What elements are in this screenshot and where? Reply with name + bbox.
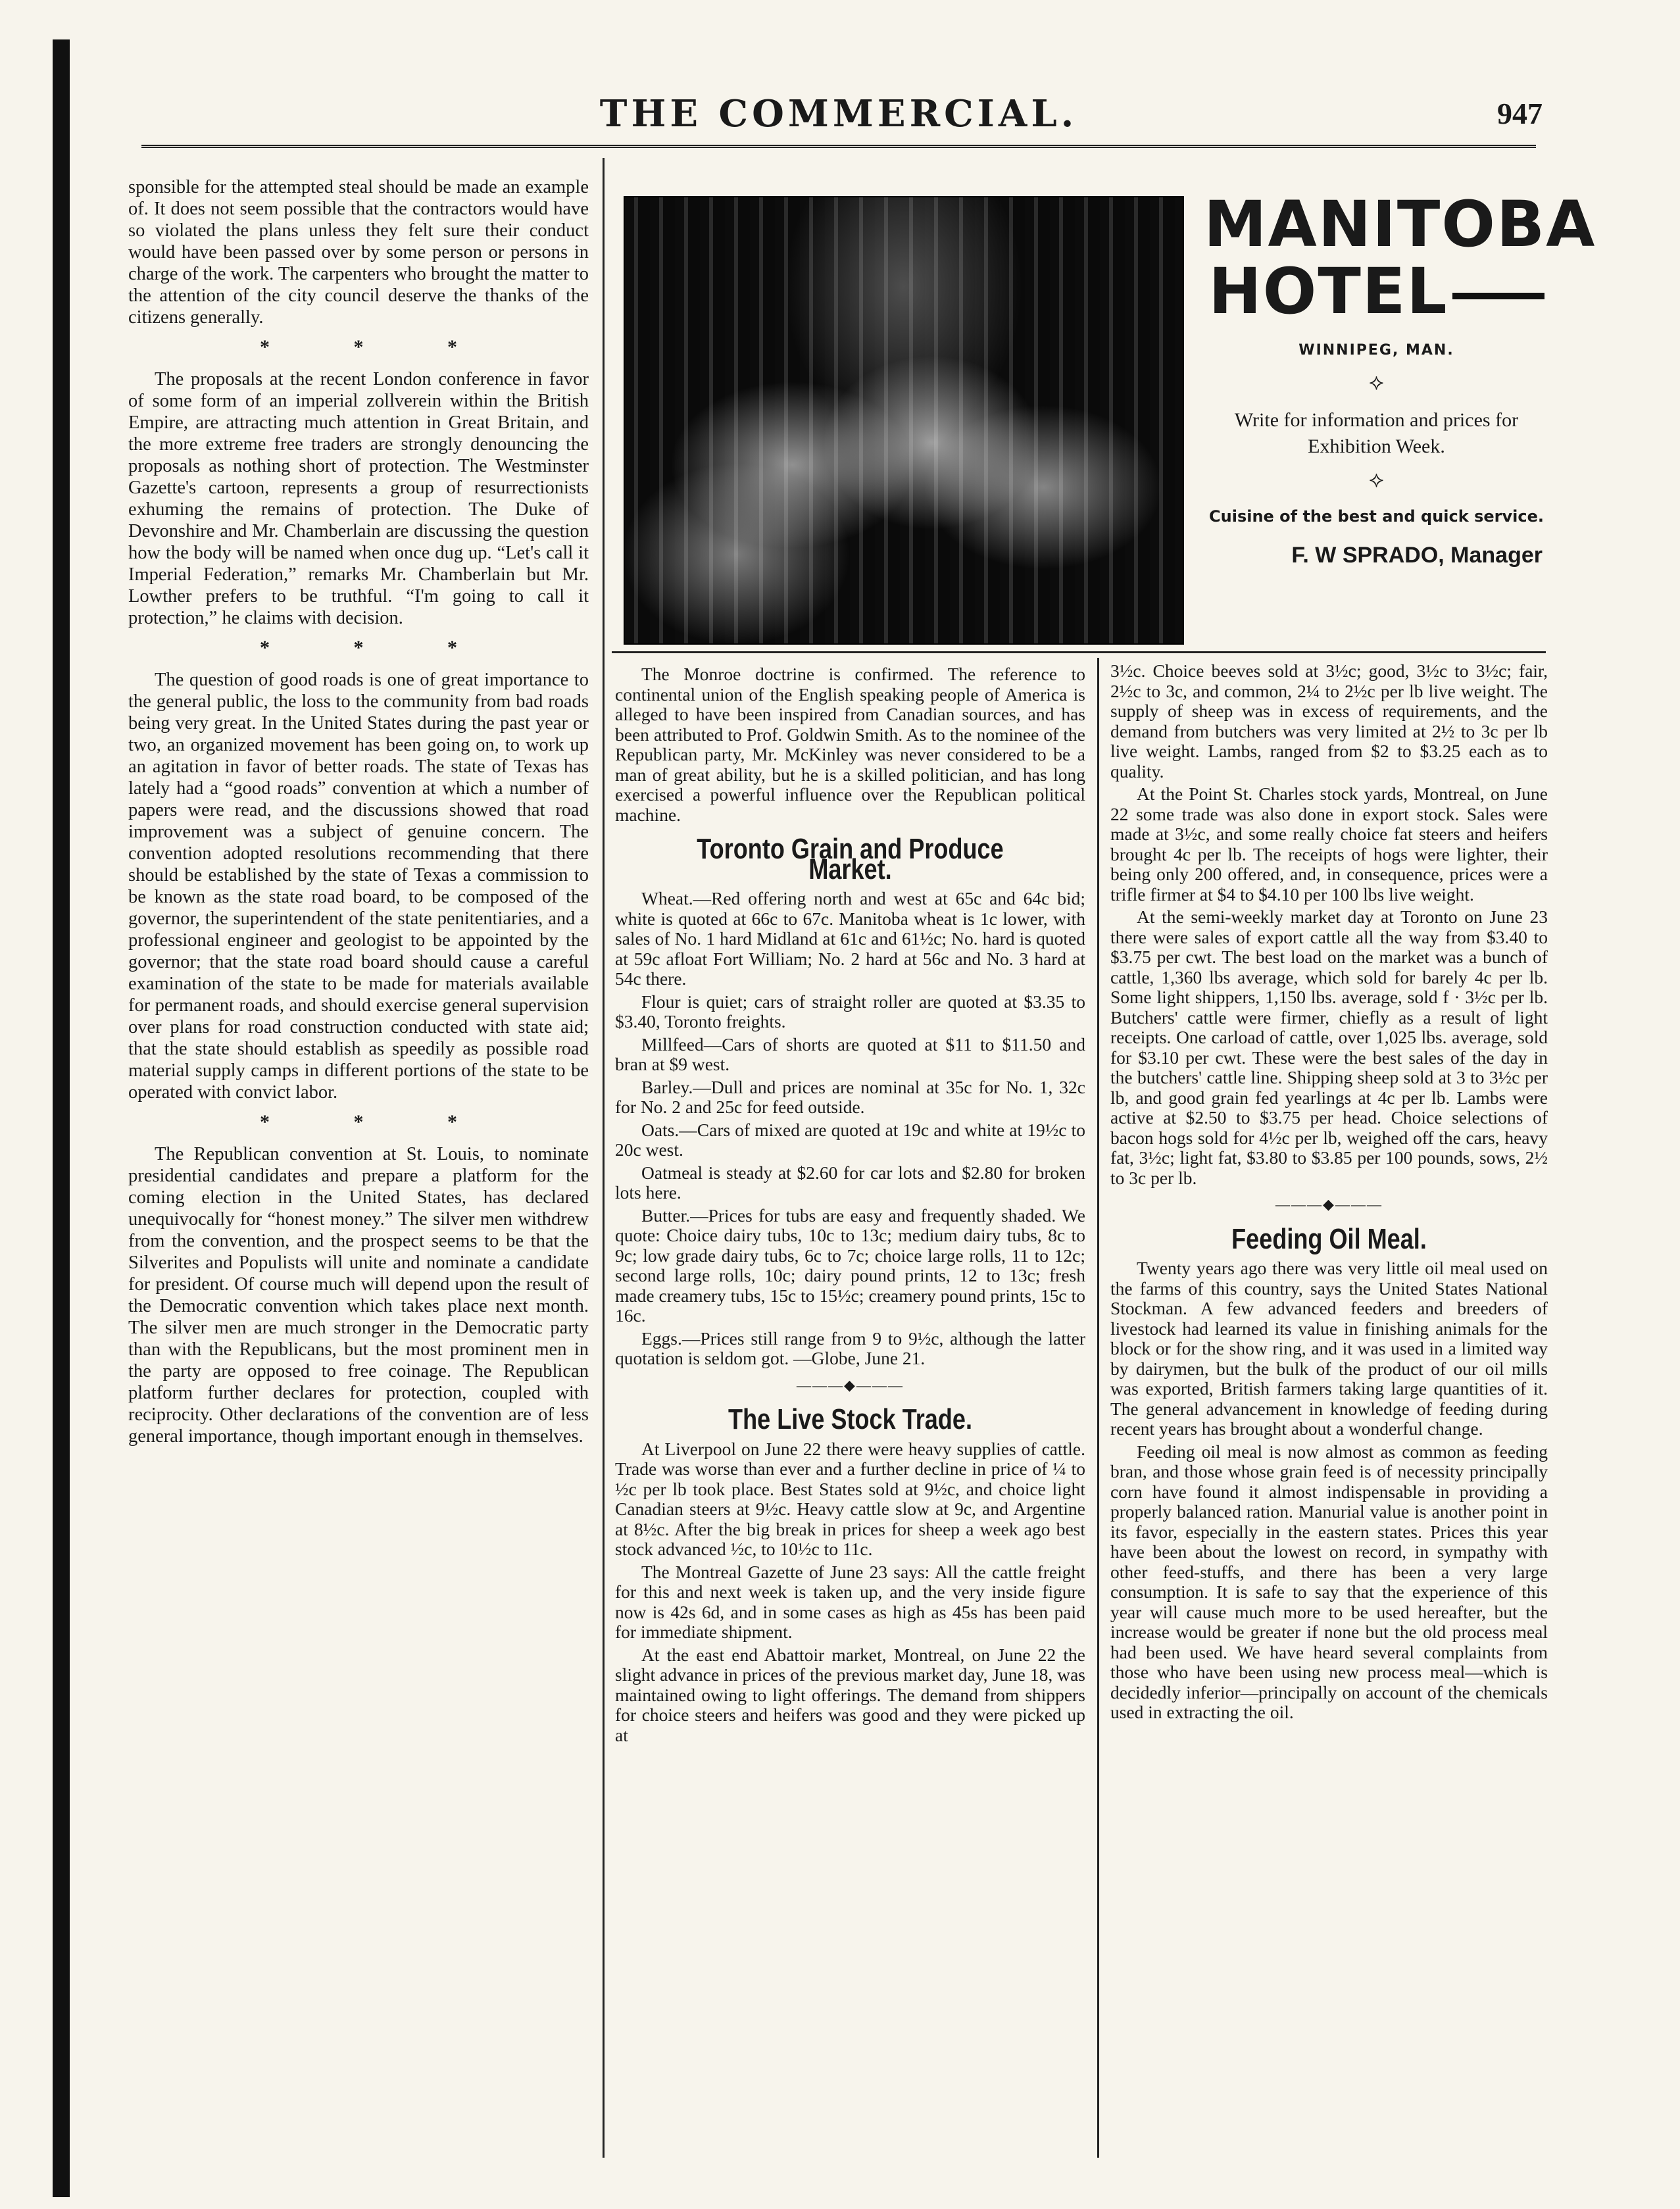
page-number: 947	[1497, 97, 1543, 130]
section-separator: * * *	[260, 1111, 497, 1133]
masthead: THE COMMERCIAL.	[599, 92, 1078, 136]
millfeed-report: Millfeed—Cars of shorts are quoted at $11 to $11.50 and bran at $9 west.	[615, 1033, 1085, 1074]
barley-report: Barley.—Dull and prices are nominal at 35c for No. 1, 32c for No. 2 and 25c for feed outside.	[615, 1076, 1085, 1117]
wheat-report: Wheat.—Red offering north and west at 65c and 64c bid; white is quoted at 66c to 67c. Manitoba wheat is 1c lower, with sales of No. 1 hard Midland at 61c and 61½c; No. hard is quoted at 59c afloat Fort William; No. 2 hard at 56c and No. 3 hard at 54c there.	[615, 888, 1085, 989]
left-column	[128, 176, 589, 1450]
left-paragraph-2: The proposals at the recent London conference in favor of some form of an imperial zollverein within the British Empire, are attracting much attention in Great Britain, and the more extreme free traders are strongly denouncing the proposals as nothing short of protection. The Westminster Gazette's cartoon, represents a group of resurrectionists exhuming the remains of protection. The Duke of Devonshire and Mr. Chamberlain are discussing the question how the body will be named when once dug up. “Let's call it Imperial Federation,” remarks Mr. Chamberlain but Mr. Lowther prefers to be truthful. “I'm going to call it protection,” he claims with decision.	[128, 369, 589, 628]
oatmeal-report: Oatmeal is steady at $2.60 for car lots and $2.80 for broken lots here.	[615, 1162, 1085, 1203]
section-divider: ———◆———	[797, 1376, 904, 1393]
section-separator: * * *	[260, 336, 497, 358]
section-separator: * * *	[260, 637, 497, 658]
ad-text: Write for information and prices for Exhibition Week.	[1234, 409, 1519, 457]
ad-bottom-rule	[612, 651, 1546, 653]
right-column	[1110, 661, 1548, 1725]
ad-manager: F. W SPRADO, Manager	[1291, 543, 1543, 568]
middle-paragraph-1: The Monroe doctrine is confirmed. The reference to continental union of the English speaking people of America is alleged to have been inspired from Canadian sources, and has been attributed to Prof. Goldwin Smith. As to the nominee of the Republican party, Mr. McKinley was never considered to be a man of great ability, but he is a skilled politician, and has long exercised a powerful influence over the Republican political machine.	[615, 664, 1085, 825]
column-rule-right	[1097, 658, 1099, 2158]
butter-report: Butter.—Prices for tubs are easy and frequently shaded. We quote: Choice dairy tubs, 10c to 13c; medium dairy tubs, 8c to 9c; low grade dairy tubs, 6c to 7c; choice large rolls, 11 to 12c; second large rolls, 10c; dairy pound prints, 12 to 13c; fresh made creamery tubs, 15c to 15½c; creamery pound prints, 15c to 16c.	[615, 1204, 1085, 1326]
left-paragraph-1: sponsible for the attempted steal should be made an example of. It does not seem possible that the contractors would have so violated the plans unless they felt sure their conduct would have been passed over by some person or persons in charge of the work. The carpenters who brought the matter to the attention of the city council deserve the thanks of the citizens generally.	[128, 177, 589, 328]
section-heading-toronto-grain: Toronto Grain and Produce Market.	[697, 833, 1004, 885]
left-paragraph-3: The question of good roads is one of great importance to the general public, the loss to the community from bad roads being very great. In the United States during the past year or two, an organized movement has been going on, to work up an agitation in favor of better roads. The state of Texas has lately had a “good roads” convention at which a number of papers were read, and the discussions showed that road improvement was a subject of genuine concern. The convention adopted resolutions recommending that there should be established by the state of Texas a commission to be known as the state road board, to be composed of the governor, the superintendent of the state penitentiaries, and a professional engineer and geologist to be appointed by the governor; that the state road board should cause a careful examination of the state to be made for materials available for permanent roads, and should exercise general supervision over plans for road construction conducted with state aid; that the state should establish as speedily as possible road material supply camps in different portions of the state to be operated with convict labor.	[128, 670, 589, 1103]
left-paragraph-4: The Republican convention at St. Louis, to nominate presidential candidates and prepare a platform for the coming election in the United States, has declared unequivocally for “honest money.” The silver men withdrew from the convention, and the prospect seems to be that the Silverites and Populists will unite and nominate a candidate for president. Of course much will depend upon the result of the Democratic convention which takes place next month. The silver men are much stronger in the Democratic party than with the Republicans, but the most prominent men in the party are opposed to free coinage. The Republican platform further declares for protection, coupled with reciprocity. Other declarations of the convention are of less general importance, though important enough in themselves.	[128, 1144, 589, 1447]
page-header	[141, 92, 1543, 145]
right-paragraph-3: At the semi-weekly market day at Toronto on June 23 there were sales of export cattle all the way from $3.40 to $3.75 per cwt. The best load on the market was a bunch of cattle, 1,360 lbs average, which sold for barely 4c per lb. Some light shippers, 1,150 lbs. average, sold f · 3½c per lb. Butchers' cattle were firmer, chiefly as a result of light receipts. One carload of cattle, over 1,025 lbs. average, sold for $3.10 per cwt. These were the best sales of the day in the butchers' cattle line. Shipping sheep sold at 3 to 3½c per lb, and good grain fed yearlings at 4c per lb. Lambs were active at $2.50 to $3.75 per head. Choice selections of bacon hogs sold for 4½c per lb, weighed off the cars, heavy fat, 3½c; light fat, $3.80 to $3.85 per 100 pounds, sows, 2½ to 3c per lb.	[1110, 906, 1548, 1188]
middle-column	[615, 664, 1085, 1748]
oats-report: Oats.—Cars of mixed are quoted at 19c and white at 19½c to 20c west.	[615, 1119, 1085, 1160]
ad-title-line2-wrap	[1204, 255, 1549, 328]
ad-location: WINNIPEG, MAN.	[1298, 342, 1454, 359]
ornament-icon: ⟡	[1369, 468, 1384, 492]
section-heading-live-stock: The Live Stock Trade.	[728, 1403, 972, 1435]
section-divider: ———◆———	[1275, 1196, 1383, 1212]
eggs-report: Eggs.—Prices still range from 9 to 9½c, although the latter quotation is seldom got. —Globe, June 21.	[615, 1328, 1085, 1368]
ad-title-line1: MANITOBA	[1204, 187, 1596, 261]
ad-dash-ornament	[1452, 293, 1544, 299]
oil-meal-paragraph-2: Feeding oil meal is now almost as common as feeding bran, and those whose grain feed is of necessity principally corn have found it almost indispensable in providing a properly balanced ration. Manurial value is another point in its favor, especially in the eastern states. Prices this year have been about the lowest on record, in sympathy with other feed-stuffs, and there has been a very large consumption. It is safe to say that the experience of this year will cause much more to be used hereafter, but the increase would be greater if none but the old process meal had been used. We have heard several complaints from those who have been using new process meal—which is decidedly inferior—principally on account of the chemicals used in extracting the oil.	[1110, 1441, 1548, 1722]
binding-edge	[53, 39, 70, 2197]
oil-meal-paragraph-1: Twenty years ago there was very little oil meal used on the farms of this country, says the United States National Stockman. A few advanced feeders and breeders of livestock had learned its value in finishing animals for the block or for the show ring, and it was used in a limited way by dairymen, but the bulk of the product of our oil mills was exported, British farmers taking large quantities of it. The general advancement in knowledge of feeding during recent years has brought about a wonderful change.	[1110, 1258, 1548, 1439]
column-rule-left	[603, 158, 605, 2158]
live-stock-paragraph-2: The Montreal Gazette of June 23 says: All the cattle freight for this and next week is taken up, and the very inside figure now is 42s 6d, and in some cases as high as 45s has been paid for immediate shipment.	[615, 1561, 1085, 1642]
live-stock-paragraph-1: At Liverpool on June 22 there were heavy supplies of cattle. Trade was worse than ever and a further decline in price of ¼ to ½c per lb took place. Best States sold at 9½c, and choice light Canadian steers at 9½c. Heavy cattle slow at 9c, and Argentine at 8½c. After the big break in prices for sheep a week ago best stock advanced ½c, to 10½c to 11c.	[615, 1438, 1085, 1559]
hotel-dining-room-photo	[624, 196, 1184, 645]
header-rule	[141, 145, 1536, 148]
section-heading-feeding-oil-meal: Feeding Oil Meal.	[1231, 1222, 1427, 1255]
live-stock-paragraph-3: At the east end Abattoir market, Montreal, on June 22 the slight advance in prices of the previous market day, June 18, was maintained owing to light offerings. The demand from shippers for choice steers and heifers was good and they were picked up at	[615, 1644, 1085, 1745]
ornament-icon: ⟡	[1369, 370, 1384, 395]
right-paragraph-2: At the Point St. Charles stock yards, Montreal, on June 22 some trade was also done in export stock. Sales were made at 3½c, and some really choice fat steers and heifers brought 4c per lb. The receipts of hogs were lighter, their being only 200 offered, and, in consequence, prices were a trifle firmer at $4 to $4.10 per 100 lbs live weight.	[1110, 783, 1548, 905]
ad-title-line2: HOTEL	[1208, 255, 1448, 328]
ad-tagline: Cuisine of the best and quick service.	[1209, 507, 1544, 526]
manitoba-hotel-ad	[1204, 187, 1596, 568]
flour-report: Flour is quiet; cars of straight roller are quoted at $3.35 to $3.40, Toronto freights.	[615, 991, 1085, 1031]
right-paragraph-1: 3½c. Choice beeves sold at 3½c; good, 3½c to 3½c; fair, 2½c to 3c, and common, 2¼ to 2½c per lb live weight. The supply of sheep was in excess of requirements, and the demand from butchers was very limited at 2½ to 3c per lb live weight. Lambs, ranged from $2 to $3.25 each as to quality.	[1110, 660, 1548, 782]
